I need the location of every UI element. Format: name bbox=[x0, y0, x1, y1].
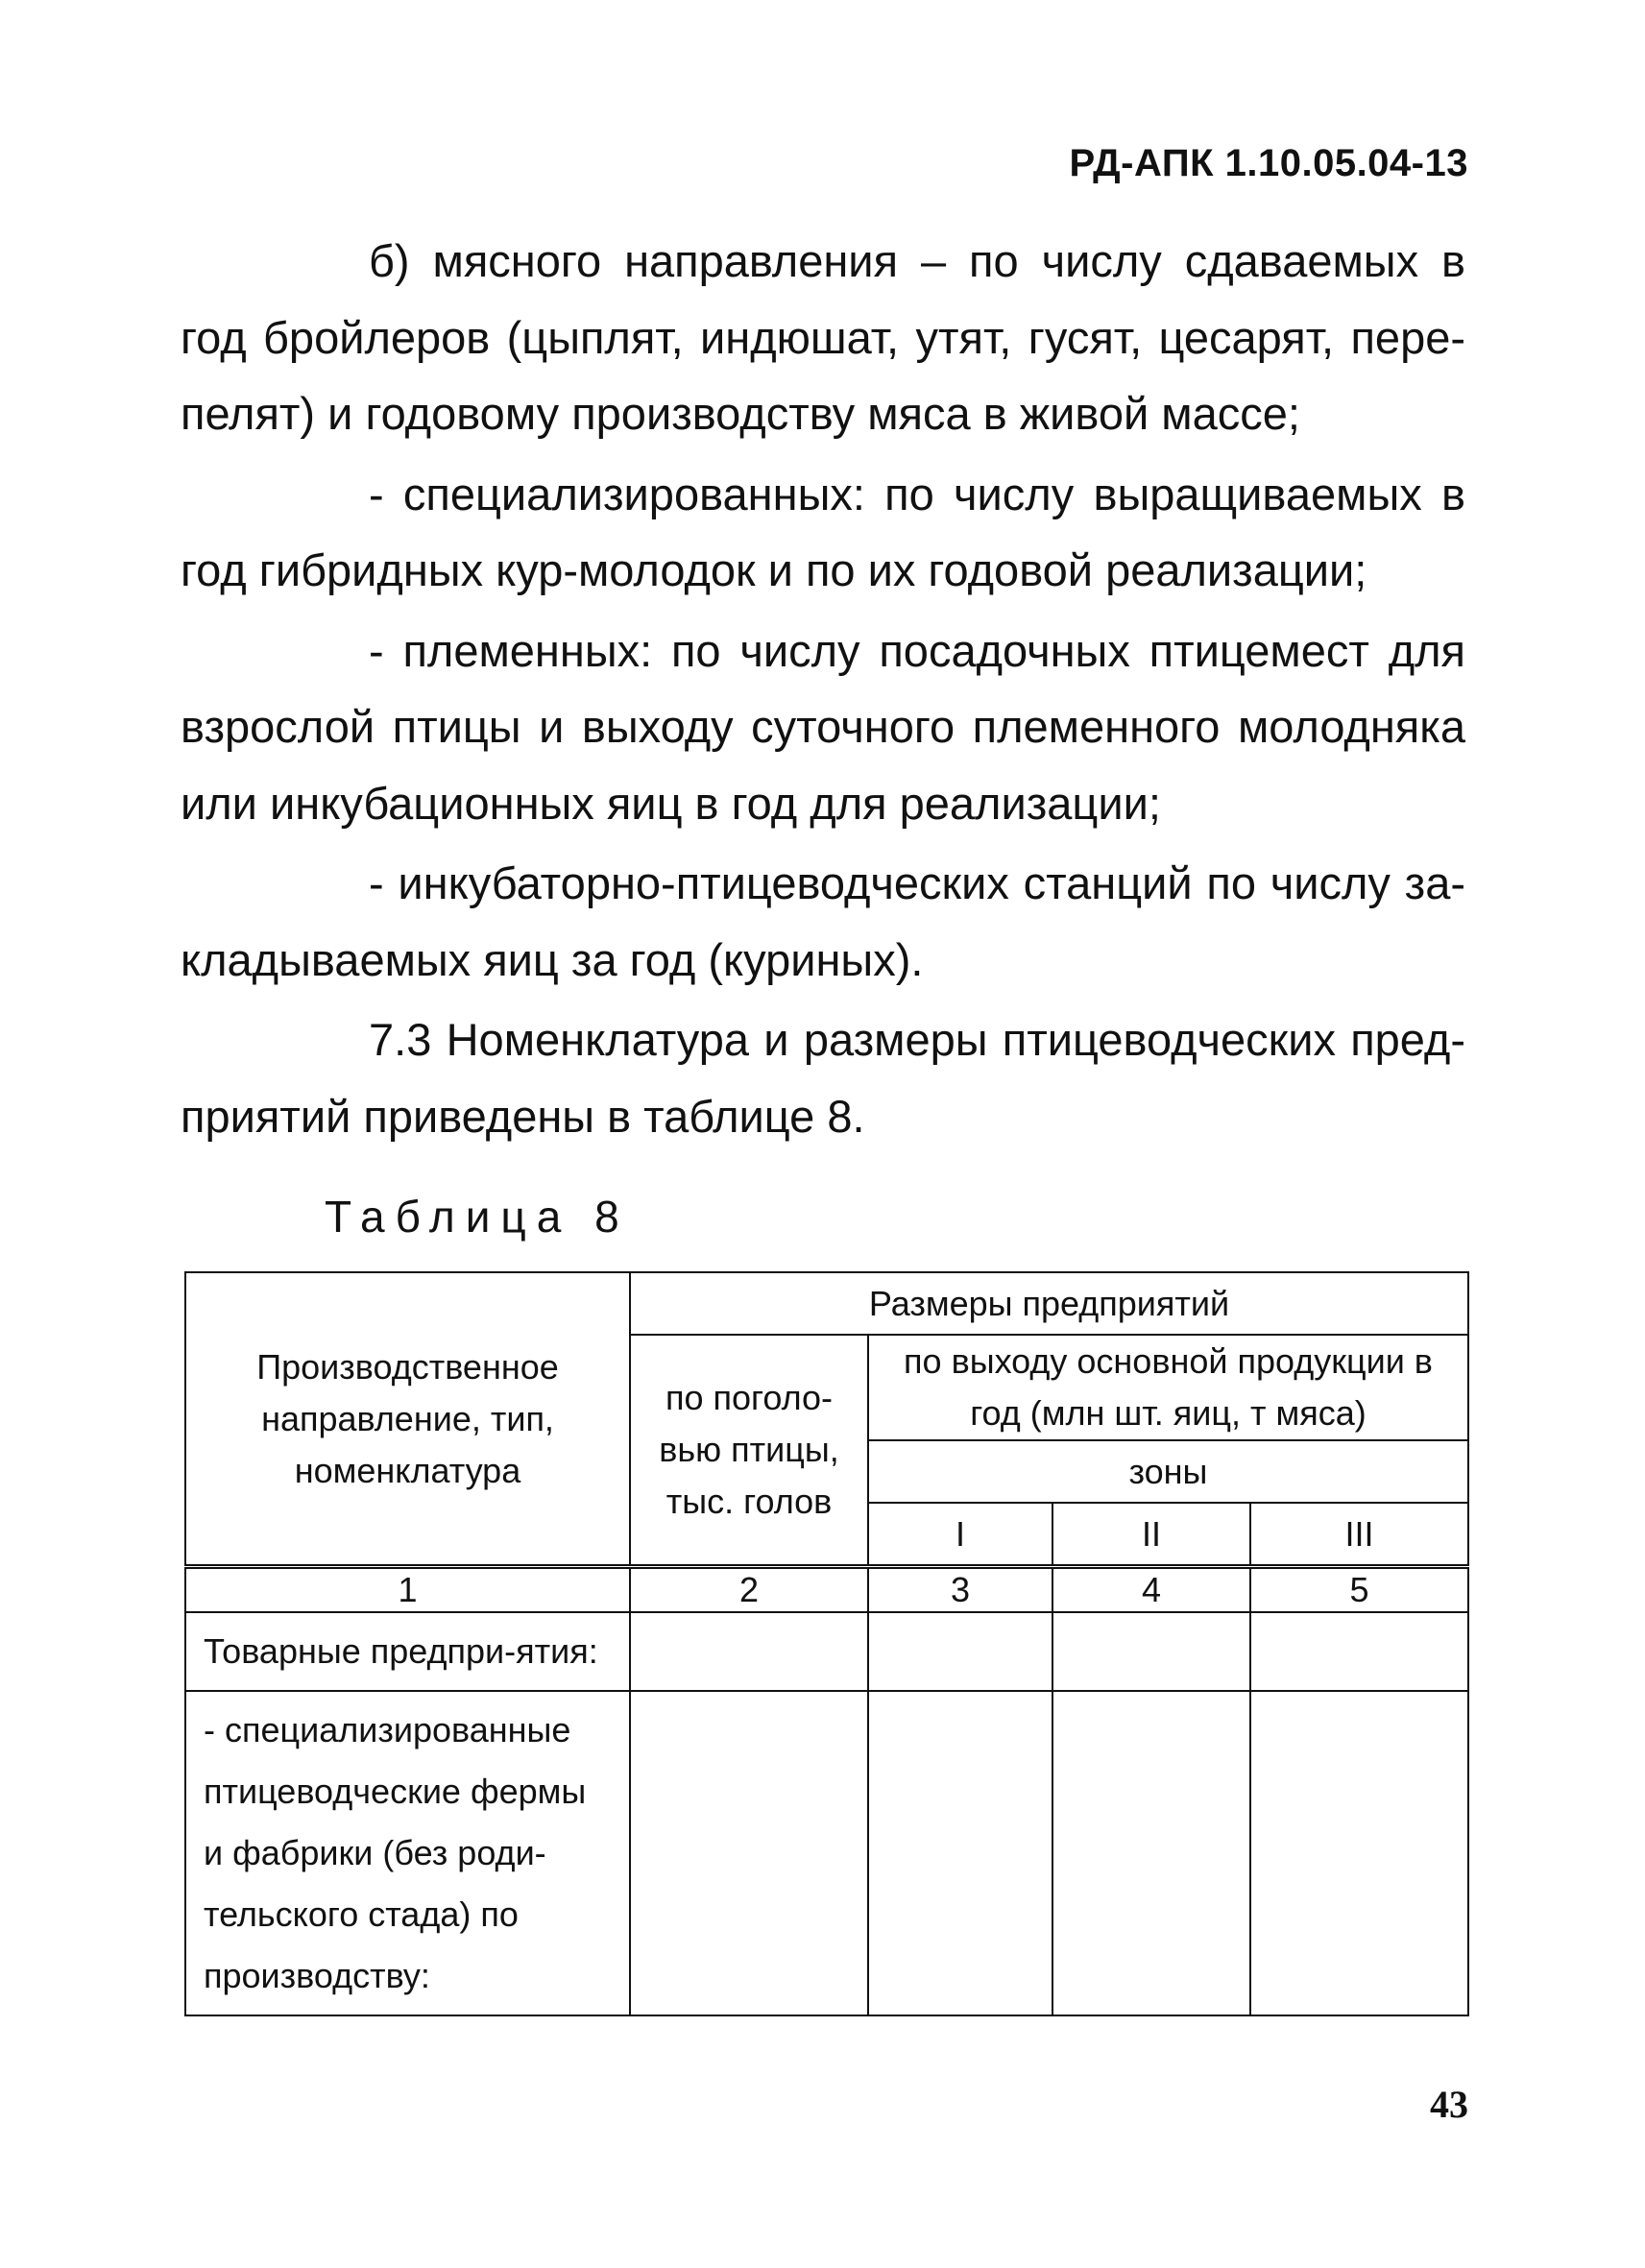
header-nomenclature: Производственное направление, тип, номенклатура bbox=[185, 1272, 630, 1567]
table-cell bbox=[630, 1691, 868, 2015]
document-code: РД-АПК 1.10.05.04-13 bbox=[1069, 142, 1468, 184]
paragraph: - инкубаторно-птицеводческих станций по числу за-кладываемых яиц за год (куриных). bbox=[181, 857, 1465, 985]
row-label: Товарные предпри-ятия: bbox=[185, 1612, 630, 1691]
column-number: 2 bbox=[630, 1567, 868, 1613]
header-by-livestock: по поголо-вью птицы, тыс. голов bbox=[630, 1335, 868, 1567]
zone-label: I bbox=[868, 1503, 1052, 1567]
table-cell bbox=[868, 1612, 1052, 1691]
table-row bbox=[185, 1612, 1468, 1691]
paragraph: 7.3 Номенклатура и размеры птицеводческих пред-приятий приведены в таблице 8. bbox=[181, 1014, 1465, 1142]
body-text bbox=[181, 223, 1465, 1154]
paragraph: - племенных: по числу посадочных птицемест для взрослой птицы и выходу суточного племенного молодняка или инкубационных яиц в год для реализации; bbox=[181, 624, 1465, 829]
column-number: 1 bbox=[185, 1567, 630, 1613]
header-by-output: по выходу основной продукции в год (млн шт. яиц, т мяса) bbox=[868, 1335, 1468, 1440]
table-cell bbox=[1052, 1612, 1250, 1691]
table-caption: Таблица 8 bbox=[325, 1192, 630, 1242]
table-row bbox=[185, 1691, 1468, 2015]
paragraph: - специализированных: по числу выращиваемых в год гибридных кур-молодок и по их годовой реализации; bbox=[181, 468, 1465, 595]
zone-label: II bbox=[1052, 1503, 1250, 1567]
table-cell bbox=[1250, 1612, 1468, 1691]
column-number: 5 bbox=[1250, 1567, 1468, 1613]
table-cell bbox=[868, 1691, 1052, 2015]
column-number: 3 bbox=[868, 1567, 1052, 1613]
table-cell bbox=[1250, 1691, 1468, 2015]
header-sizes: Размеры предприятий bbox=[630, 1272, 1468, 1335]
page-number: 43 bbox=[1430, 2083, 1468, 2126]
table-cell bbox=[1052, 1691, 1250, 2015]
paragraph: б) мясного направления – по числу сдаваемых в год бройлеров (цыплят, индюшат, утят, гусят, цесарят, пере-пелят) и годовому производству мяса в живой массе; bbox=[181, 235, 1465, 439]
table-8 bbox=[184, 1271, 1469, 2016]
column-number: 4 bbox=[1052, 1567, 1250, 1613]
column-number-row bbox=[185, 1567, 1468, 1613]
header-zones: зоны bbox=[868, 1440, 1468, 1503]
table-cell bbox=[630, 1612, 868, 1691]
row-label: - специализированные птицеводческие фермы и фабрики (без роди-тельского стада) по производству: bbox=[185, 1691, 630, 2015]
zone-label: III bbox=[1250, 1503, 1468, 1567]
